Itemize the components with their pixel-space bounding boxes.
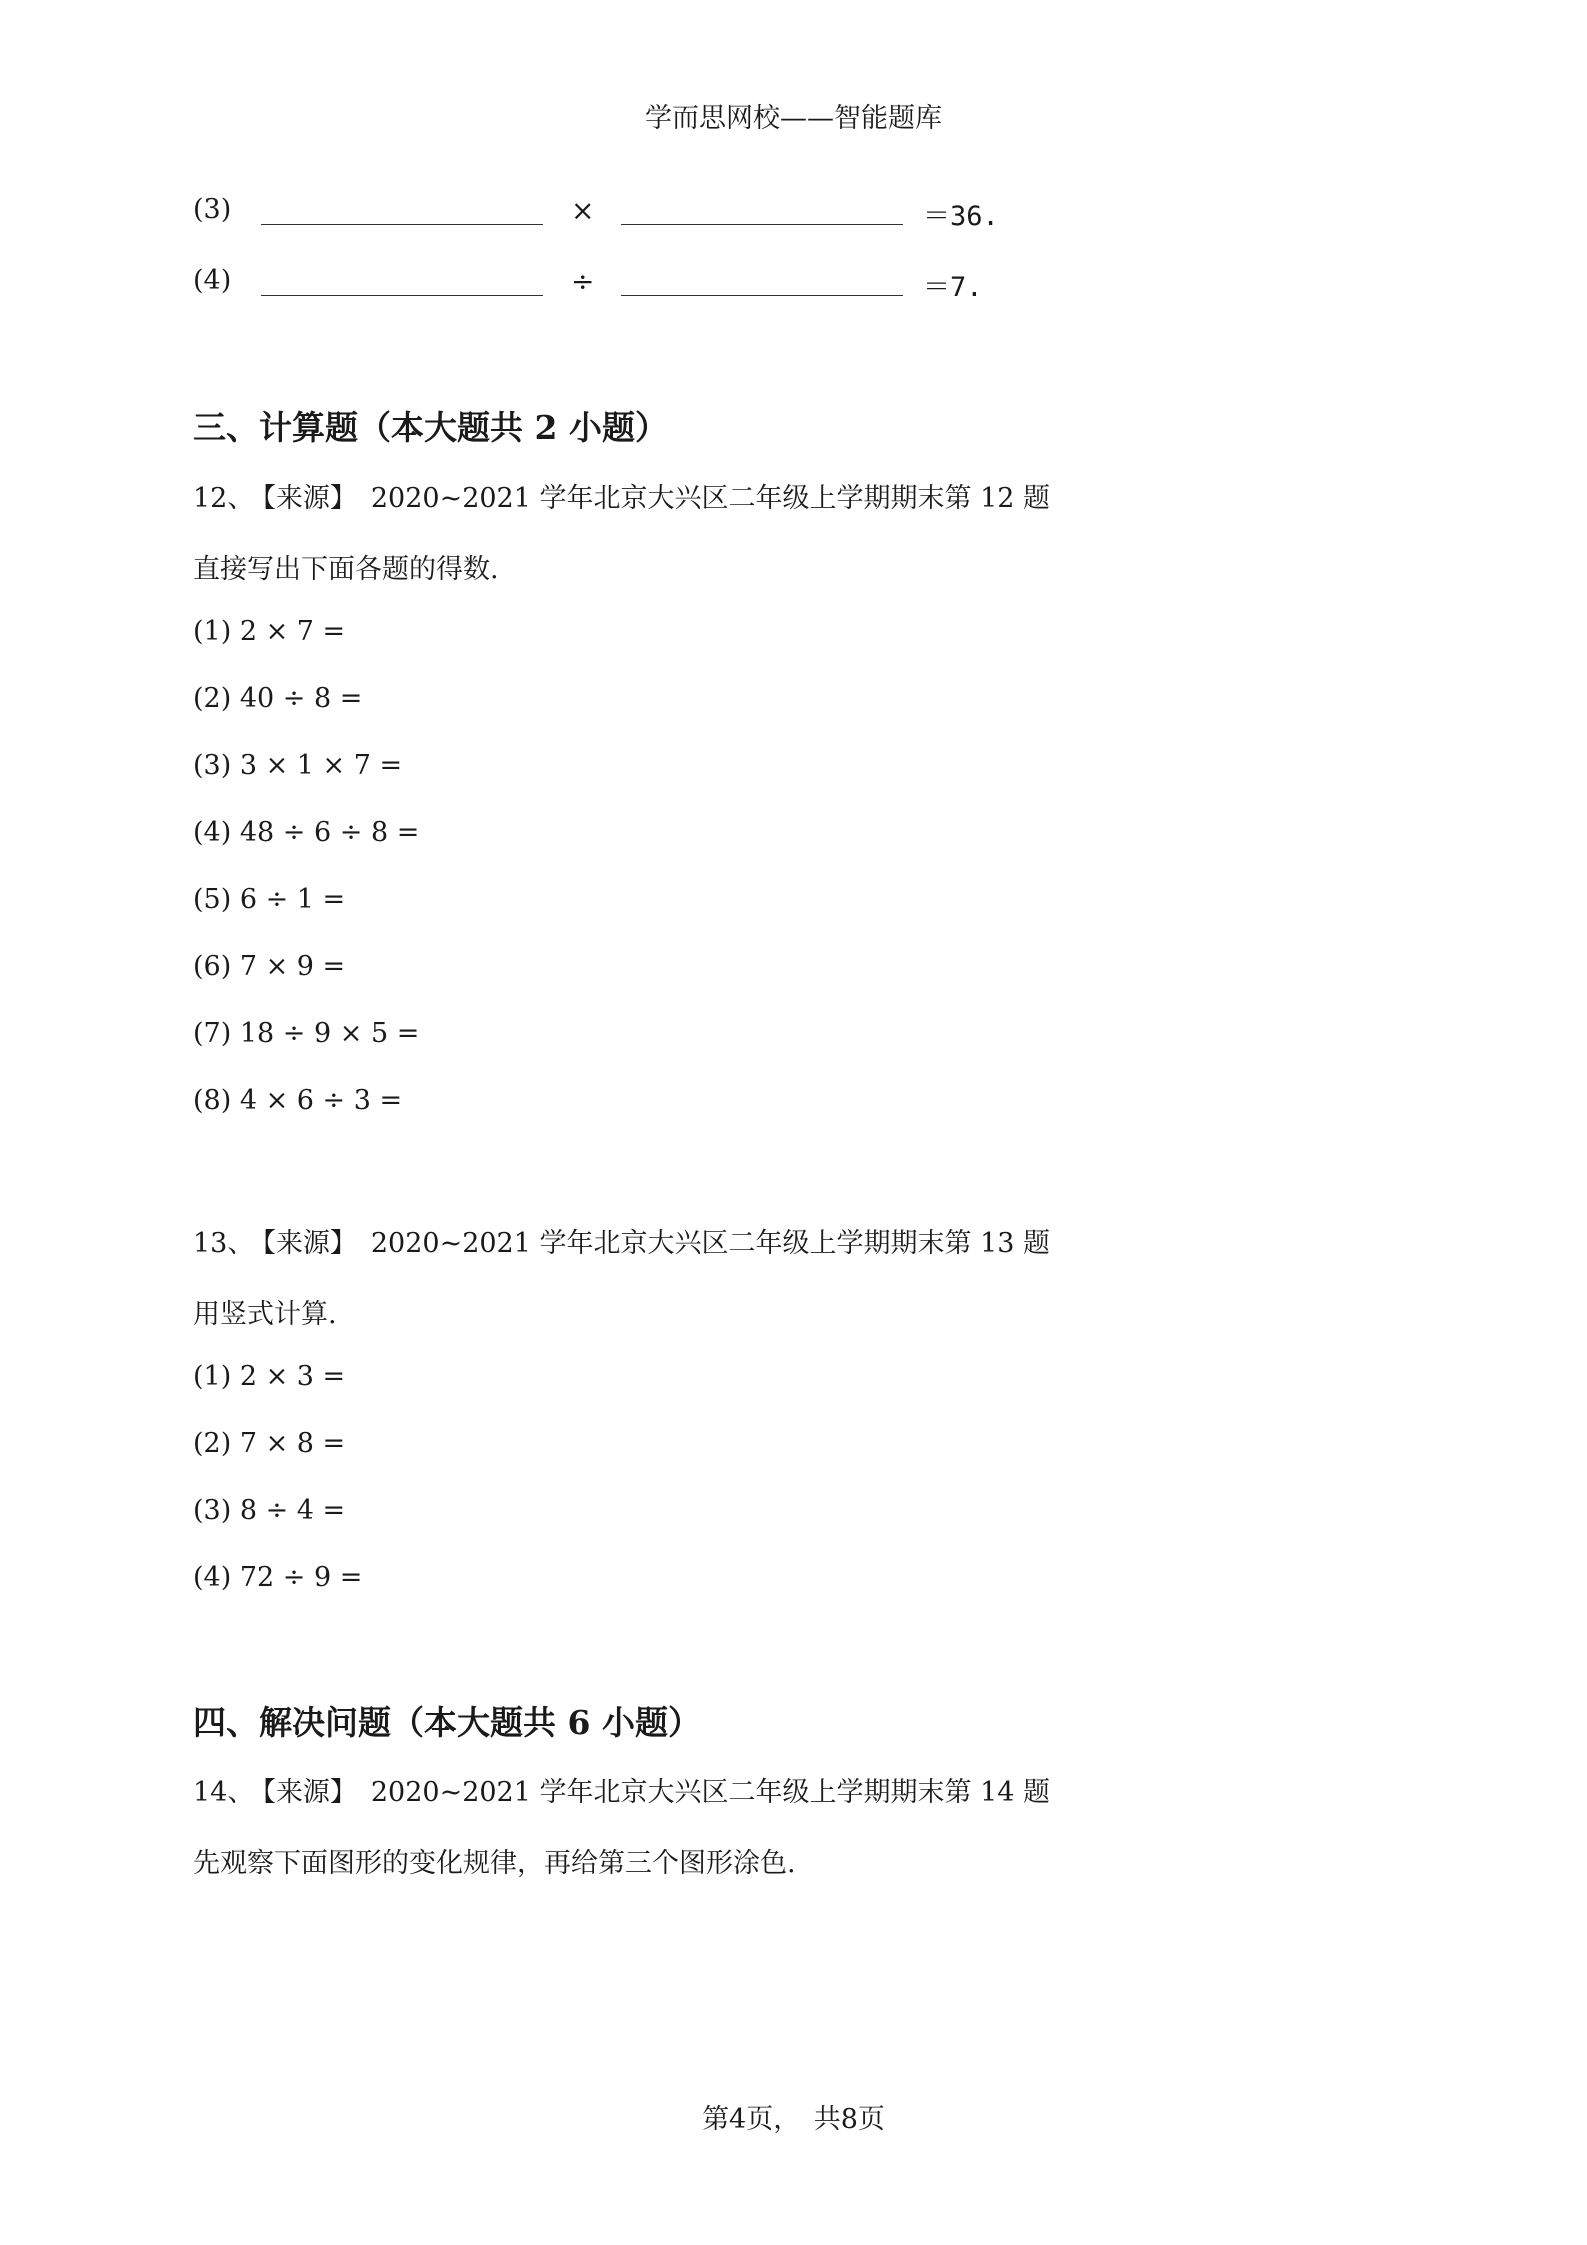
answer-blank[interactable] [261, 224, 543, 225]
fill-row-index: (4) [193, 265, 232, 296]
question-13-instruction: 用竖式计算. [193, 1299, 337, 1330]
fill-row-result: ＝36. [923, 201, 999, 232]
list-item: (4) 72 ÷ 9 = [193, 1562, 363, 1593]
list-item: (6) 7 × 9 = [193, 951, 346, 982]
answer-blank[interactable] [261, 295, 543, 296]
fill-row-3 [193, 190, 1193, 234]
question-12-instruction: 直接写出下面各题的得数. [193, 554, 499, 585]
answer-blank[interactable] [621, 224, 903, 225]
list-item: (5) 6 ÷ 1 = [193, 884, 346, 915]
section-title-4: 四、解决问题（本大题共 6 小题） [193, 1703, 701, 1742]
list-item: (2) 40 ÷ 8 = [193, 683, 363, 714]
question-12-source [193, 476, 1050, 515]
list-item: (8) 4 × 6 ÷ 3 = [193, 1085, 403, 1116]
answer-blank[interactable] [621, 295, 903, 296]
question-number: 13、 [193, 1228, 255, 1259]
source-text: 2020~2021 学年北京大兴区二年级上学期期末第 13 题 [370, 1228, 1051, 1259]
source-label: 【来源】 [262, 1777, 357, 1808]
list-item: (1) 2 × 3 = [193, 1361, 346, 1392]
list-item: (1) 2 × 7 = [193, 616, 346, 647]
question-14-source [193, 1770, 1050, 1809]
page-header: 学而思网校——智能题库 [645, 103, 942, 134]
question-13-source [193, 1221, 1050, 1260]
operator: ÷ [571, 265, 595, 298]
section-title-3: 三、计算题（本大题共 2 小题） [193, 408, 668, 447]
question-number: 14、 [193, 1777, 255, 1808]
list-item: (3) 3 × 1 × 7 = [193, 750, 403, 781]
source-label: 【来源】 [262, 1228, 357, 1259]
question-14-instruction: 先观察下面图形的变化规律，再给第三个图形涂色. [193, 1848, 796, 1879]
list-item: (2) 7 × 8 = [193, 1428, 346, 1459]
fill-row-4 [193, 261, 1193, 305]
source-text: 2020~2021 学年北京大兴区二年级上学期期末第 14 题 [370, 1777, 1051, 1808]
fill-row-index: (3) [193, 194, 232, 225]
question-number: 12、 [193, 483, 255, 514]
source-label: 【来源】 [262, 483, 357, 514]
page-footer: 第4页， 共8页 [702, 2104, 885, 2135]
list-item: (7) 18 ÷ 9 × 5 = [193, 1018, 420, 1049]
source-text: 2020~2021 学年北京大兴区二年级上学期期末第 12 题 [370, 483, 1051, 514]
list-item: (4) 48 ÷ 6 ÷ 8 = [193, 817, 420, 848]
list-item: (3) 8 ÷ 4 = [193, 1495, 346, 1526]
fill-row-result: ＝7. [923, 272, 983, 303]
operator: × [571, 194, 595, 227]
